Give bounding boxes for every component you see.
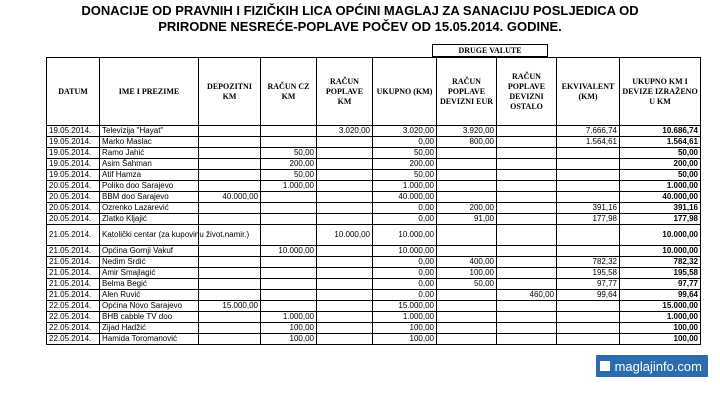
cell-eur [437,181,497,192]
table-row [47,257,701,268]
cell-cz: 200,00 [261,159,317,170]
cell-flood [317,192,373,203]
cell-total: 50,00 [373,148,437,159]
cell-eur: 800,00 [437,137,497,148]
cell-cz [261,257,317,268]
cell-grand-total: 10.000,00 [620,246,701,257]
cell-grand-total: 99,64 [620,290,701,301]
cell-total: 0,00 [373,203,437,214]
cell-grand-total: 15.000,00 [620,301,701,312]
cell-flood [317,257,373,268]
cell-deposit: 15.000,00 [199,301,261,312]
table-row [47,203,701,214]
cell-date: 19.05.2014. [47,137,100,148]
cell-deposit [199,279,261,290]
cell-other [497,137,557,148]
cell-total: 0,00 [373,290,437,301]
table-row [47,268,701,279]
table-row [47,225,701,246]
cell-total: 0,00 [373,214,437,225]
cell-deposit [199,203,261,214]
cell-other [497,301,557,312]
cell-name: Općina Novo Sarajevo [100,301,199,312]
cell-total: 40.000,00 [373,192,437,203]
cell-date: 21.05.2014. [47,268,100,279]
cell-date: 21.05.2014. [47,290,100,301]
table-row [47,126,701,137]
col-header-name: IME I PREZIME [100,58,199,126]
cell-name: BBM doo Sarajevo [100,192,199,203]
cell-grand-total: 782,32 [620,257,701,268]
cell-grand-total: 1.564,61 [620,137,701,148]
cell-flood: 10.000,00 [317,225,373,246]
cell-other [497,203,557,214]
cell-eur: 50,00 [437,279,497,290]
cell-date: 20.05.2014. [47,203,100,214]
cell-total: 100,00 [373,323,437,334]
cell-equivalent: 391,16 [557,203,620,214]
cell-date: 21.05.2014. [47,246,100,257]
cell-equivalent [557,225,620,246]
cell-grand-total: 40.000,00 [620,192,701,203]
cell-equivalent: 782,32 [557,257,620,268]
cell-name: Općina Gornji Vakuf [100,246,199,257]
cell-deposit [199,334,261,345]
cell-flood [317,246,373,257]
cell-grand-total: 195,58 [620,268,701,279]
cell-equivalent: 177,98 [557,214,620,225]
cell-eur [437,225,497,246]
cell-name: Hamida Toromanović [100,334,199,345]
cell-name: Katolički centar (za kupovinu život.namir.) [100,225,199,246]
cell-name: Marko Maslac [100,137,199,148]
cell-other [497,214,557,225]
cell-name: Alen Ruvić [100,290,199,301]
table-row [47,214,701,225]
cell-total: 1.000,00 [373,181,437,192]
cell-name: Atif Hamza [100,170,199,181]
cell-total: 0,00 [373,268,437,279]
cell-total: 200,00 [373,159,437,170]
cell-flood [317,312,373,323]
cell-equivalent: 7.666,74 [557,126,620,137]
cell-other [497,323,557,334]
cell-total: 50,00 [373,170,437,181]
cell-date: 22.05.2014. [47,334,100,345]
cell-cz [261,214,317,225]
donations-table [46,57,701,345]
cell-date: 20.05.2014. [47,181,100,192]
cell-date: 22.05.2014. [47,323,100,334]
cell-grand-total: 50,00 [620,170,701,181]
cell-other [497,181,557,192]
cell-date: 22.05.2014. [47,301,100,312]
cell-cz: 10.000,00 [261,246,317,257]
cell-date: 20.05.2014. [47,214,100,225]
cell-total: 10.000,00 [373,246,437,257]
cell-flood [317,323,373,334]
col-header-equivalent: EKVIVALENT (KM) [557,58,620,126]
cell-equivalent [557,181,620,192]
cell-equivalent [557,246,620,257]
cell-cz [261,290,317,301]
cell-deposit [199,214,261,225]
table-row [47,192,701,203]
cell-date: 19.05.2014. [47,148,100,159]
cell-grand-total: 10.686,74 [620,126,701,137]
cell-equivalent [557,301,620,312]
cell-deposit [199,170,261,181]
table-row [47,290,701,301]
cell-eur: 3.920,00 [437,126,497,137]
cell-equivalent: 97,77 [557,279,620,290]
cell-deposit [199,290,261,301]
cell-eur [437,148,497,159]
cell-name: Poliko doo Sarajevo [100,181,199,192]
cell-deposit [199,323,261,334]
table-row [47,246,701,257]
cell-other [497,246,557,257]
cell-grand-total: 100,00 [620,323,701,334]
cell-eur [437,246,497,257]
col-header-deposit: DEPOZITNI KM [199,58,261,126]
cell-total: 0,00 [373,137,437,148]
cell-other [497,159,557,170]
cell-total: 0,00 [373,279,437,290]
cell-equivalent: 1.564,61 [557,137,620,148]
cell-eur [437,334,497,345]
cell-cz: 1.000,00 [261,312,317,323]
cell-grand-total: 1.000,00 [620,181,701,192]
cell-date: 20.05.2014. [47,192,100,203]
table-row [47,301,701,312]
cell-deposit [199,159,261,170]
title-line-2: PRIRODNE NESREĆE-POPLAVE POČEV OD 15.05.2014. GODINE. [158,19,562,34]
cell-cz: 50,00 [261,148,317,159]
cell-equivalent: 99,64 [557,290,620,301]
cell-flood [317,268,373,279]
cell-date: 19.05.2014. [47,170,100,181]
cell-name: Zijad Hadžić [100,323,199,334]
cell-grand-total: 50,00 [620,148,701,159]
cell-grand-total: 177,98 [620,214,701,225]
cell-flood [317,137,373,148]
cell-equivalent [557,148,620,159]
table-row [47,181,701,192]
table-row [47,334,701,345]
cell-other [497,334,557,345]
col-header-other: RAČUN POPLAVE DEVIZNI OSTALO [497,58,557,126]
col-header-cz: RAČUN CZ KM [261,58,317,126]
cell-eur: 400,00 [437,257,497,268]
page-title [0,3,720,35]
cell-name: BHB cabble TV doo [100,312,199,323]
cell-other [497,257,557,268]
table-row [47,279,701,290]
cell-flood [317,170,373,181]
cell-cz: 50,00 [261,170,317,181]
cell-flood [317,334,373,345]
cell-other [497,312,557,323]
cell-flood [317,290,373,301]
cell-total: 1.000,00 [373,312,437,323]
cell-eur: 91,00 [437,214,497,225]
cell-deposit [199,246,261,257]
cell-equivalent [557,312,620,323]
cell-name: Televizija "Hayat" [100,126,199,137]
cell-other: 460,00 [497,290,557,301]
cell-eur [437,192,497,203]
cell-grand-total: 97,77 [620,279,701,290]
cell-cz [261,137,317,148]
cell-eur: 200,00 [437,203,497,214]
cell-cz [261,192,317,203]
cell-flood [317,159,373,170]
cell-equivalent [557,159,620,170]
col-header-eur: RAČUN POPLAVE DEVIZNI EUR [437,58,497,126]
title-line-1: DONACIJE OD PRAVNIH I FIZIČKIH LICA OPĆINI MAGLAJ ZA SANACIJU POSLJEDICA OD [81,3,639,18]
cell-cz [261,301,317,312]
col-header-date: DATUM [47,58,100,126]
cell-cz [261,126,317,137]
cell-eur [437,312,497,323]
cell-grand-total: 1.000,00 [620,312,701,323]
table-row [47,159,701,170]
cell-name: Asim Šahman [100,159,199,170]
cell-date: 19.05.2014. [47,159,100,170]
cell-other [497,192,557,203]
cell-cz [261,279,317,290]
cell-name: Belma Begić [100,279,199,290]
cell-eur [437,170,497,181]
header-row [47,58,701,126]
cell-deposit [199,148,261,159]
cell-flood [317,301,373,312]
cell-cz [261,225,317,246]
cell-grand-total: 10.000,00 [620,225,701,246]
cell-cz: 100,00 [261,334,317,345]
table-row [47,170,701,181]
cell-flood [317,148,373,159]
cell-grand-total: 391,16 [620,203,701,214]
col-header-total: UKUPNO (KM) [373,58,437,126]
cell-flood [317,203,373,214]
cell-other [497,225,557,246]
cell-flood [317,214,373,225]
cell-flood [317,181,373,192]
cell-deposit [199,268,261,279]
watermark-logo [596,355,708,377]
logo-square-icon [600,361,610,371]
cell-eur [437,323,497,334]
cell-equivalent [557,192,620,203]
cell-cz: 1.000,00 [261,181,317,192]
cell-cz: 100,00 [261,323,317,334]
cell-grand-total: 100,00 [620,334,701,345]
cell-name: Amir Smajlagić [100,268,199,279]
cell-eur [437,159,497,170]
cell-deposit [199,181,261,192]
cell-date: 19.05.2014. [47,126,100,137]
cell-date: 22.05.2014. [47,312,100,323]
cell-flood: 3.020,00 [317,126,373,137]
cell-other [497,279,557,290]
cell-deposit [199,312,261,323]
cell-total: 3.020,00 [373,126,437,137]
cell-flood [317,279,373,290]
cell-eur: 100,00 [437,268,497,279]
cell-equivalent: 195,58 [557,268,620,279]
cell-equivalent [557,170,620,181]
cell-cz [261,203,317,214]
watermark-text: maglajinfo.com [614,358,702,374]
cell-other [497,170,557,181]
cell-total: 10.000,00 [373,225,437,246]
cell-other [497,148,557,159]
cell-total: 100,00 [373,334,437,345]
other-currencies-header: DRUGE VALUTE [432,44,548,57]
cell-eur [437,290,497,301]
cell-deposit [199,257,261,268]
cell-date: 21.05.2014. [47,257,100,268]
col-header-flood: RAČUN POPLAVE KM [317,58,373,126]
cell-eur [437,301,497,312]
cell-equivalent [557,323,620,334]
table-row [47,137,701,148]
cell-other [497,126,557,137]
table-row [47,323,701,334]
cell-name: Zlatko Kljajić [100,214,199,225]
cell-name: Ozrenko Lazarević [100,203,199,214]
cell-date: 21.05.2014. [47,225,100,246]
cell-total: 15.000,00 [373,301,437,312]
cell-equivalent [557,334,620,345]
cell-cz [261,268,317,279]
cell-deposit: 40.000,00 [199,192,261,203]
cell-total: 0,00 [373,257,437,268]
cell-date: 21.05.2014. [47,279,100,290]
col-header-grand-total: UKUPNO KM I DEVIZE IZRAŽENO U KM [620,58,701,126]
cell-deposit [199,126,261,137]
table-row [47,312,701,323]
cell-other [497,268,557,279]
table-row [47,148,701,159]
cell-grand-total: 200,00 [620,159,701,170]
cell-deposit [199,137,261,148]
cell-name: Nedim Srdić [100,257,199,268]
cell-name: Ramo Jahić [100,148,199,159]
